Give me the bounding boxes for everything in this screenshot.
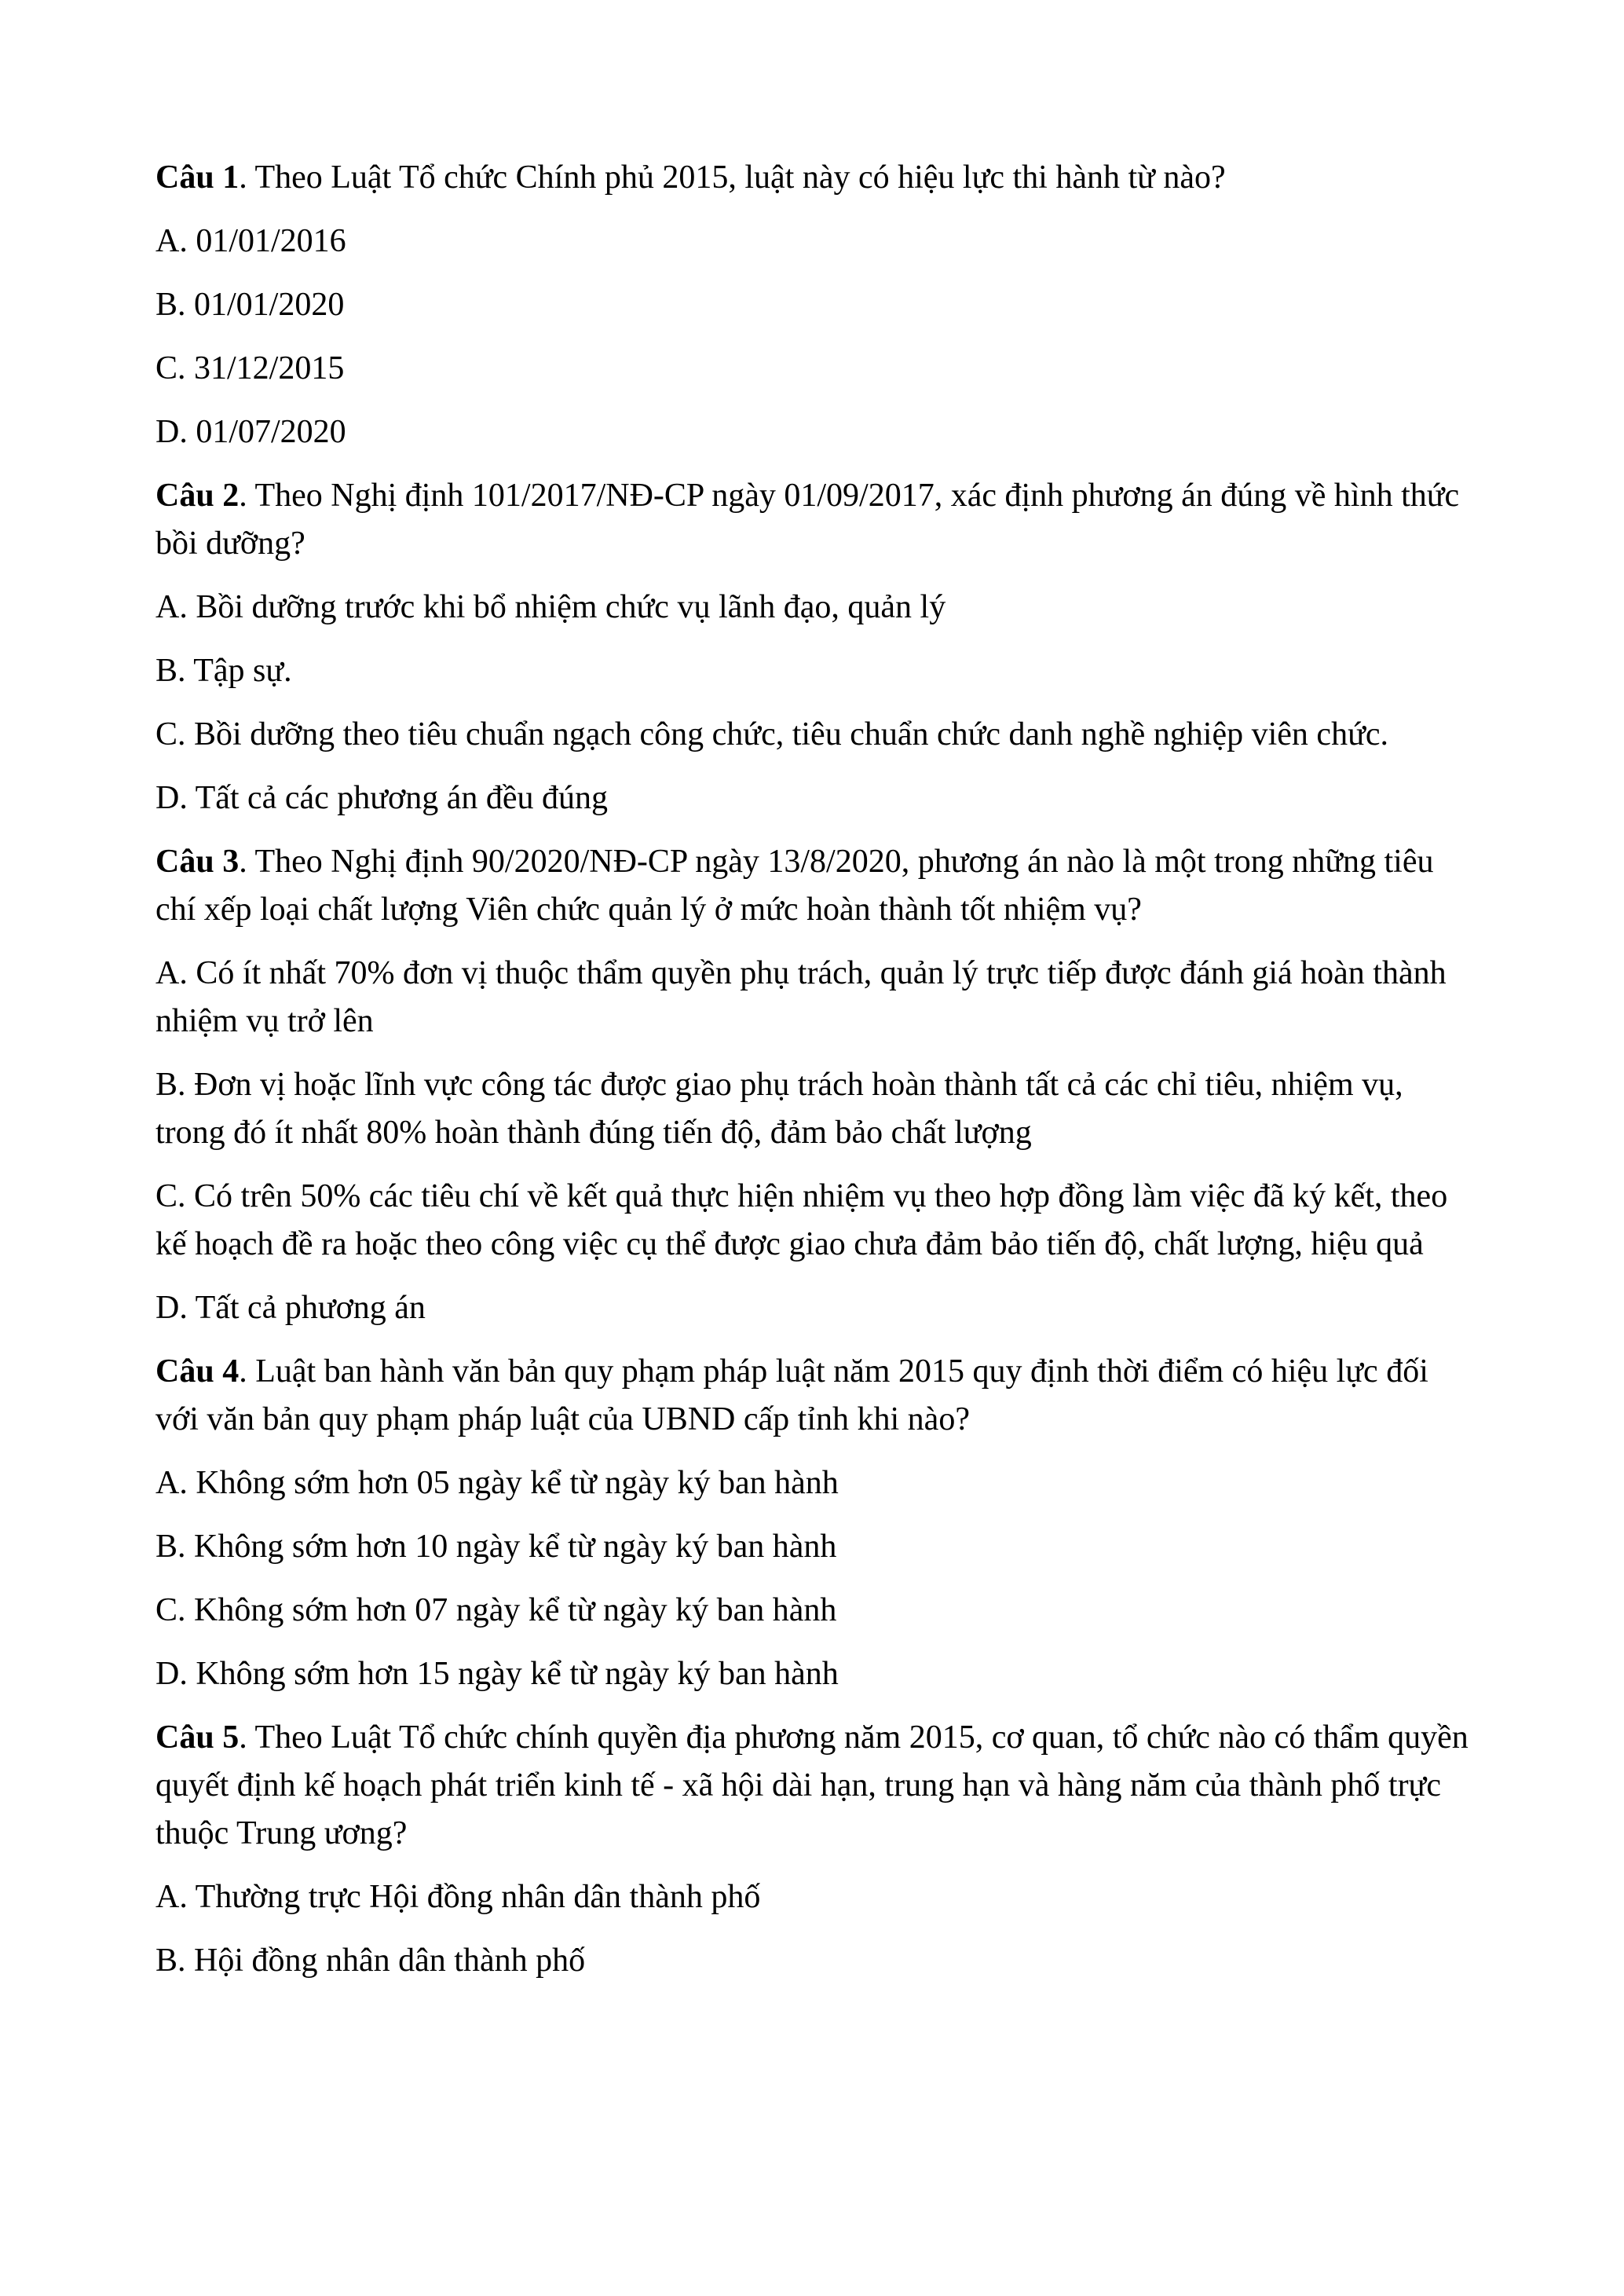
question-text	[155, 472, 1472, 568]
document-page	[155, 154, 1472, 2001]
question-body: . Theo Luật Tổ chức chính quyền địa phương năm 2015, cơ quan, tổ chức nào có thẩm quyền quyết định kế hoạch phát triển kinh tế - xã hội dài hạn, trung hạn và hàng năm của thành phố trực thuộc Trung ương?	[155, 1719, 1469, 1851]
question-body: . Theo Nghị định 90/2020/NĐ-CP ngày 13/8/2020, phương án nào là một trong những tiêu chí xếp loại chất lượng Viên chức quản lý ở mức hoàn thành tốt nhiệm vụ?	[155, 844, 1434, 928]
question-body: . Theo Luật Tổ chức Chính phủ 2015, luật này có hiệu lực thi hành từ nào?	[239, 159, 1226, 196]
question-text	[155, 1714, 1472, 1858]
question-label: Câu 4	[155, 1353, 240, 1390]
option-d: D. 01/07/2020	[155, 414, 346, 450]
option-a: A. Có ít nhất 70% đơn vị thuộc thẩm quyền phụ trách, quản lý trực tiếp được đánh giá hoàn thành nhiệm vụ trở lên	[155, 955, 1447, 1039]
question-text	[155, 154, 1472, 202]
option-d: D. Không sớm hơn 15 ngày kể từ ngày ký ban hành	[155, 1656, 839, 1692]
option-b: B. Đơn vị hoặc lĩnh vực công tác được giao phụ trách hoàn thành tất cả các chỉ tiêu, nhiệm vụ, trong đó ít nhất 80% hoàn thành đúng tiến độ, đảm bảo chất lượng	[155, 1067, 1403, 1151]
option-b: B. 01/01/2020	[155, 287, 345, 323]
question-label: Câu 3	[155, 844, 240, 880]
option-c: C. Có trên 50% các tiêu chí về kết quả thực hiện nhiệm vụ theo hợp đồng làm việc đã ký kết, theo kế hoạch đề ra hoặc theo công việc cụ thể được giao chưa đảm bảo tiến độ, chất lượng, hiệu quả	[155, 1178, 1448, 1262]
option-b: B. Không sớm hơn 10 ngày kể từ ngày ký ban hành	[155, 1529, 837, 1565]
question-3	[155, 838, 1472, 1332]
question-text	[155, 1348, 1472, 1444]
option-c: C. 31/12/2015	[155, 350, 345, 386]
question-1	[155, 154, 1472, 456]
option-b: B. Hội đồng nhân dân thành phố	[155, 1943, 586, 1979]
question-label: Câu 1	[155, 159, 240, 196]
option-c: C. Không sớm hơn 07 ngày kể từ ngày ký ban hành	[155, 1592, 837, 1628]
option-a: A. Không sớm hơn 05 ngày kể từ ngày ký ban hành	[155, 1465, 839, 1501]
option-b: B. Tập sự.	[155, 653, 292, 689]
option-a: A. Bồi dưỡng trước khi bổ nhiệm chức vụ lãnh đạo, quản lý	[155, 589, 946, 625]
option-d: D. Tất cả phương án	[155, 1290, 426, 1326]
question-2	[155, 472, 1472, 822]
question-4	[155, 1348, 1472, 1698]
question-5	[155, 1714, 1472, 1985]
question-body: . Theo Nghị định 101/2017/NĐ-CP ngày 01/09/2017, xác định phương án đúng về hình thức bồi dưỡng?	[155, 478, 1460, 562]
question-text	[155, 838, 1472, 934]
option-d: D. Tất cả các phương án đều đúng	[155, 780, 609, 816]
question-label: Câu 2	[155, 478, 240, 514]
option-a: A. Thường trực Hội đồng nhân dân thành phố	[155, 1879, 761, 1915]
question-body: . Luật ban hành văn bản quy phạm pháp luật năm 2015 quy định thời điểm có hiệu lực đối với văn bản quy phạm pháp luật của UBND cấp tỉnh khi nào?	[155, 1353, 1428, 1437]
option-a: A. 01/01/2016	[155, 223, 346, 259]
option-c: C. Bồi dưỡng theo tiêu chuẩn ngạch công chức, tiêu chuẩn chức danh nghề nghiệp viên chức.	[155, 716, 1388, 753]
question-label: Câu 5	[155, 1719, 240, 1756]
